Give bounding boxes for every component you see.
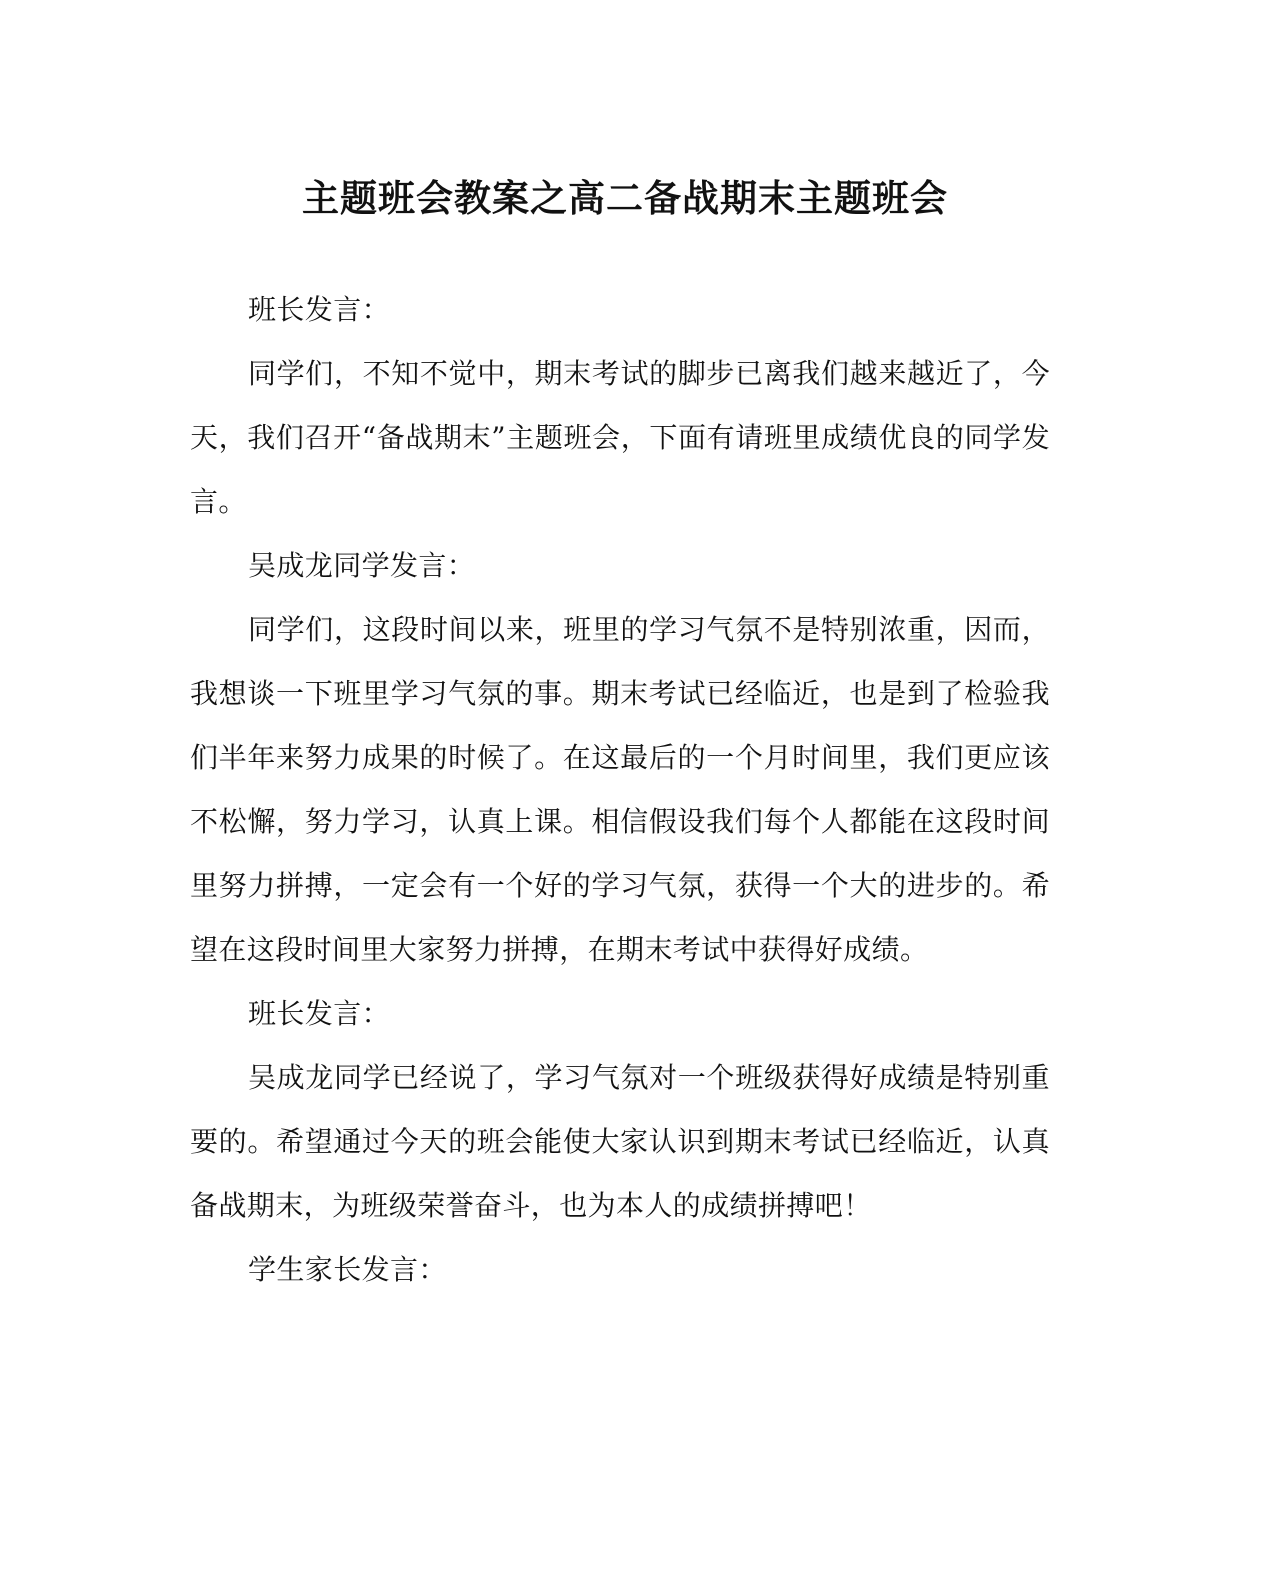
speaker-label-monitor-2: 班长发言： bbox=[248, 997, 391, 1030]
document-body bbox=[190, 278, 1050, 1302]
speaker-label-parent: 学生家长发言： bbox=[248, 1253, 447, 1286]
paragraph-opening: 同学们，不知不觉中，期末考试的脚步已离我们越来越近了，今天，我们召开“备战期末”主题班会，下面有请班里成绩优良的同学发言。 bbox=[190, 357, 1050, 518]
document-title: 主题班会教案之高二备战期末主题班会 bbox=[302, 176, 948, 220]
paragraph-monitor-summary: 吴成龙同学已经说了，学习气氛对一个班级获得好成绩是特别重要的。希望通过今天的班会能使大家认识到期末考试已经临近，认真备战期末，为班级荣誉奋斗，也为本人的成绩拼搏吧！ bbox=[190, 1061, 1050, 1222]
speaker-label-student: 吴成龙同学发言： bbox=[248, 549, 476, 582]
paragraph-student-speech: 同学们，这段时间以来，班里的学习气氛不是特别浓重，因而，我想谈一下班里学习气氛的事。期末考试已经临近，也是到了检验我们半年来努力成果的时候了。在这最后的一个月时间里，我们更应该不松懈，努力学习，认真上课。相信假设我们每个人都能在这段时间里努力拼搏，一定会有一个好的学习气氛，获得一个大的进步的。希望在这段时间里大家努力拼搏，在期末考试中获得好成绩。 bbox=[190, 613, 1050, 966]
speaker-label-monitor: 班长发言： bbox=[248, 293, 391, 326]
